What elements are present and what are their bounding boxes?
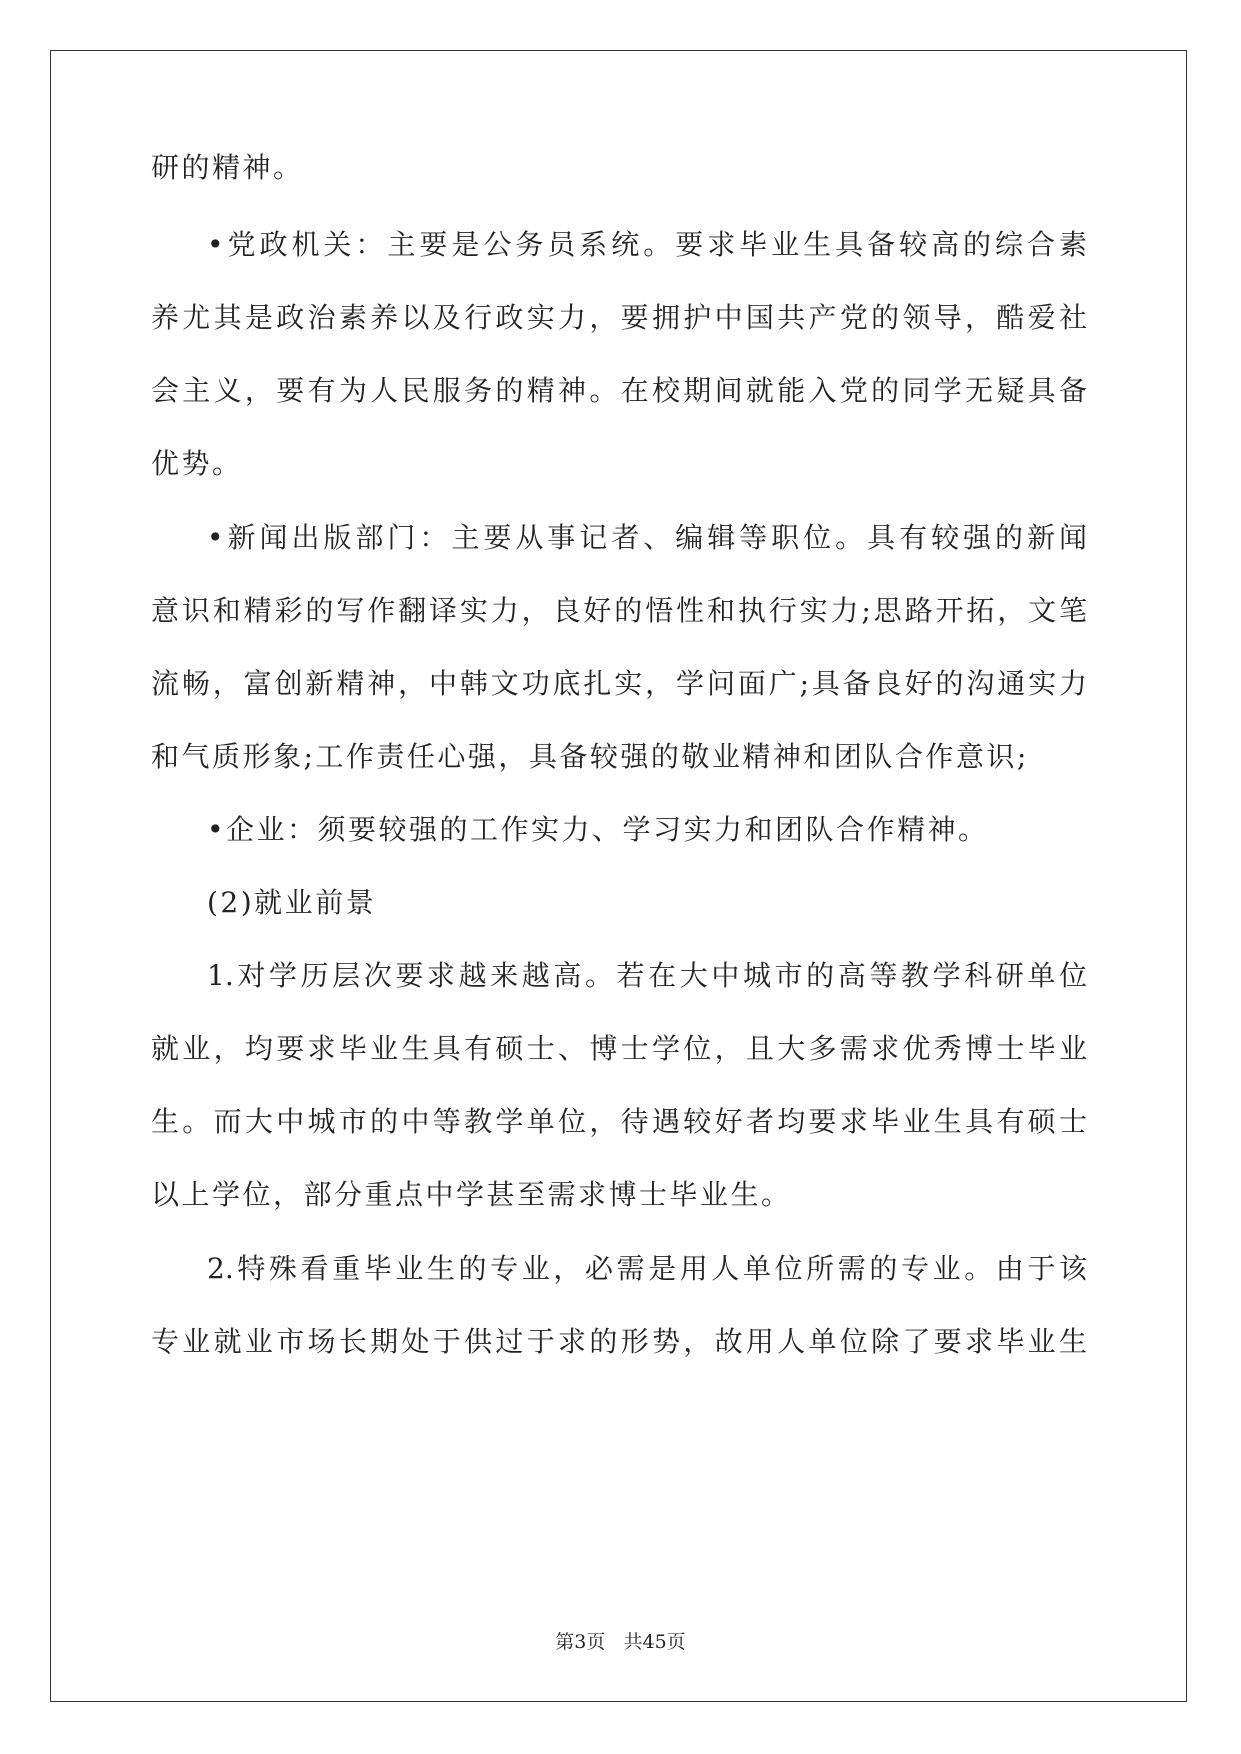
paragraph-line: 意识和精彩的写作翻译实力，良好的悟性和执行实力;思路开拓，文笔 [151, 594, 1087, 627]
bullet-line: •企业：须要较强的工作实力、学习实力和团队合作精神。 [207, 813, 989, 846]
paragraph-line: 以上学位，部分重点中学甚至需求博士毕业生。 [151, 1178, 792, 1211]
paragraph-line: 养尤其是政治素养以及行政实力，要拥护中国共产党的领导，酷爱社 [151, 301, 1087, 334]
section-heading: (2)就业前景 [207, 886, 377, 919]
numbered-line: 1.对学历层次要求越来越高。若在大中城市的高等教学科研单位 [207, 959, 1087, 992]
paragraph-line: 会主义，要有为人民服务的精神。在校期间就能入党的同学无疑具备 [151, 374, 1087, 407]
numbered-line: 2.特殊看重毕业生的专业，必需是用人单位所需的专业。由于该 [207, 1252, 1087, 1285]
paragraph-line: 研的精神。 [151, 151, 304, 184]
paragraph-line: 和气质形象;工作责任心强，具备较强的敬业精神和团队合作意识; [151, 740, 1029, 773]
paragraph-line: 就业，均要求毕业生具有硕士、博士学位，且大多需求优秀博士毕业 [151, 1032, 1087, 1065]
page-footer: 第3页 共45页 [555, 1631, 686, 1653]
paragraph-line: 专业就业市场长期处于供过于求的形势，故用人单位除了要求毕业生 [151, 1325, 1087, 1358]
paragraph-line: 优势。 [151, 447, 243, 480]
paragraph-line: 生。而大中城市的中等教学单位，待遇较好者均要求毕业生具有硕士 [151, 1105, 1087, 1138]
bullet-line: •党政机关：主要是公务员系统。要求毕业生具备较高的综合素 [207, 228, 1087, 261]
bullet-line: •新闻出版部门：主要从事记者、编辑等职位。具有较强的新闻 [207, 521, 1087, 554]
paragraph-line: 流畅，富创新精神，中韩文功底扎实，学问面广;具备良好的沟通实力 [151, 667, 1087, 700]
